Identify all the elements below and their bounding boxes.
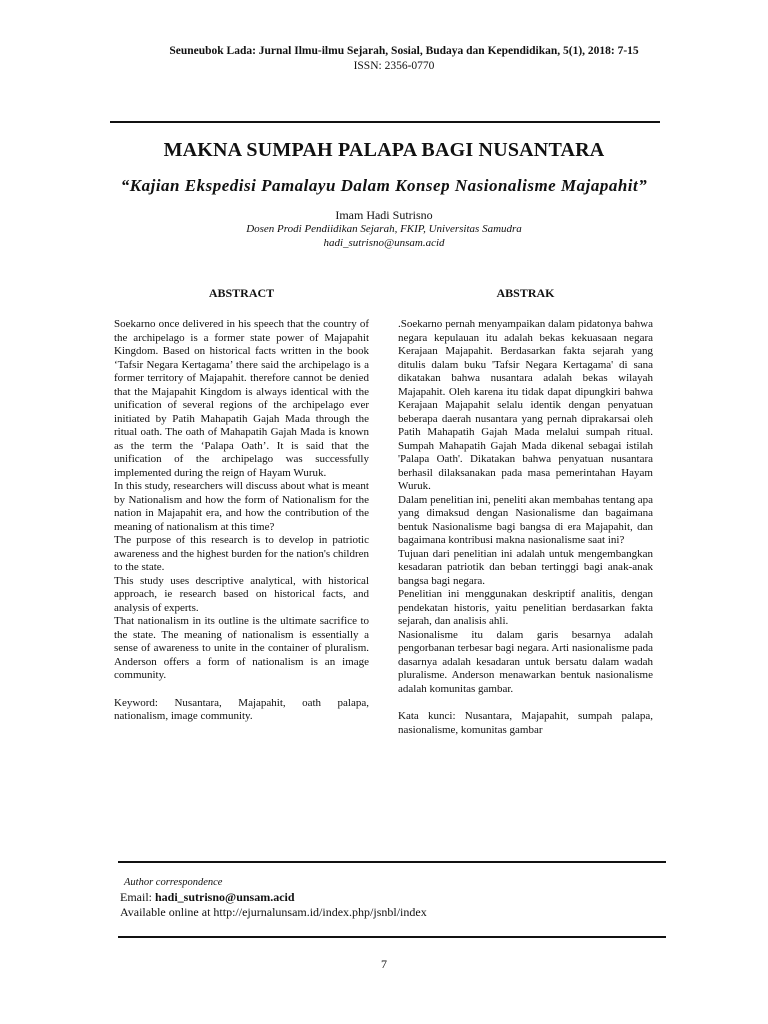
abstrak-column	[398, 286, 653, 737]
email-label: Email:	[120, 890, 155, 904]
abstract-paragraph: The purpose of this research is to develop in patriotic awareness and the highest burden for the nation's children to the state.	[114, 534, 369, 573]
header-divider	[110, 121, 660, 123]
abstrak-paragraph: Dalam penelitian ini, peneliti akan membahas tentang apa yang dimaksud dengan Nasionalisme dan bagaimana bentuk Nasionalisme bagi bangsa di era Majapahit, dan bagaimana kontribusi makna nasionalisme saat ini?	[398, 493, 653, 546]
journal-citation: Seuneubok Lada: Jurnal Ilmu-ilmu Sejarah, Sosial, Budaya dan Kependidikan, 5(1), 2018: 7-15	[169, 45, 639, 57]
abstrak-keywords: Kata kunci: Nusantara, Majapahit, sumpah palapa, nasionalisme, komunitas gambar	[398, 710, 653, 736]
article-title: MAKNA SUMPAH PALAPA BAGI NUSANTARA	[163, 139, 605, 161]
correspondence-email[interactable]: hadi_sutrisno@unsam.acid	[155, 890, 295, 904]
author-affiliation-block	[0, 222, 768, 250]
online-availability-link[interactable]: Available online at http://ejurnalunsam.id/index.php/jsnbl/index	[120, 905, 427, 919]
article-subtitle: “Kajian Ekspedisi Pamalayu Dalam Konsep Nasionalisme Majapahit”	[120, 176, 648, 195]
journal-header	[0, 44, 768, 74]
author-affiliation: Dosen Prodi Pendiidikan Sejarah, FKIP, Universitas Samudra	[246, 223, 522, 235]
abstrak-paragraph: Nasionalisme itu dalam garis besarnya adalah pengorbanan terbesar bagi negara. Arti nasionalisme pada dasarnya adalah kesadaran untuk bersatu dalam wadah pluralisme. Anderson menawarkan bentuk nasionalisme adalah komunitas gambar.	[398, 628, 653, 695]
abstrak-paragraph: Penelitian ini menggunakan deskriptif analitis, dengan pendekatan historis, yaitu penelitian berdasarkan fakta sejarah, dan analisis ahli.	[398, 588, 653, 627]
abstract-heading: ABSTRACT	[208, 286, 275, 300]
author-name: Imam Hadi Sutrisno	[335, 208, 433, 222]
abstrak-paragraph: Tujuan dari penelitian ini adalah untuk mengembangkan kesadaran patriotik dan beban tertinggi bagi anak-anak bangsa bagi negara.	[398, 547, 653, 587]
author-email: hadi_sutrisno@unsam.acid	[323, 237, 445, 249]
correspondence-email-line	[120, 890, 680, 905]
abstract-paragraph: This study uses descriptive analytical, with historical approach, ie research based on historical facts, and analysis of experts.	[114, 574, 369, 614]
footer-divider-top	[118, 861, 666, 863]
correspondence-footer	[120, 876, 680, 920]
abstract-keywords: Keyword: Nusantara, Majapahit, oath palapa, nationalism, image community.	[114, 696, 369, 722]
abstrak-heading: ABSTRAK	[496, 286, 555, 300]
page-number: 7	[381, 957, 387, 971]
abstract-paragraph: In this study, researchers will discuss about what is meant by Nationalism and how the form of Nationalism for the nation in Majapahit era, and how the contribution of the meaning of nationalism at this time?	[114, 480, 369, 533]
abstract-column	[114, 286, 369, 724]
abstract-paragraph: That nationalism in its outline is the ultimate sacrifice to the state. The meaning of nationalism is essentially a sense of awareness to unite in the container of pluralism. Anderson offers a form of nationalism is an image community.	[114, 615, 369, 681]
correspondence-label: Author correspondence	[124, 877, 223, 888]
issn: ISSN: 2356-0770	[353, 60, 435, 72]
abstrak-paragraph: .Soekarno pernah menyampaikan dalam pidatonya bahwa negara kepulauan itu adalah bekas kekuasaan negara Kerajaan Majapahit. Berdasarkan fakta sejarah yang ditulis dalam buku 'Tafsir Negara Kertagama' di sana dikatakan bahwa nusantara adalah bekas wilayah Majapahit. Oleh karena itu tidak dapat dipungkiri bahwa Kerajaan Majapahit selalu identik dengan penyatuan beberapa daerah nusantara yang pernah diprakarsai oleh Patih Mahapatih Gajah Mada melalui sumpah ritual. Sumpah Mahapatih Gajah Mada dikenal sebagai istilah 'Palapa Oath'. Dikatakan bahwa penyatuan nusantara berhasil dilaksanakan pada masa pemerintahan Hayam Wuruk.	[398, 318, 653, 492]
abstract-paragraph: Soekarno once delivered in his speech that the country of the archipelago is a former state power of Majapahit Kingdom. Based on historical facts written in the book ‘Tafsir Negara Kertagama’ there said the archipelago is a former territory of Majapahit. therefore cannot be denied that the Majapahit Kingdom is always identical with the unification of several regions of the archipelago ever initiated by Patih Mahapatih Gajah Mada through the ritual oath. The oath of Mahapatih Gajah Mada is known as the term the ‘Palapa Oath’. It is said that the unification of the archipelago was successfully implemented during the reign of Hayam Wuruk.	[114, 318, 369, 479]
footer-divider-bottom	[118, 936, 666, 938]
